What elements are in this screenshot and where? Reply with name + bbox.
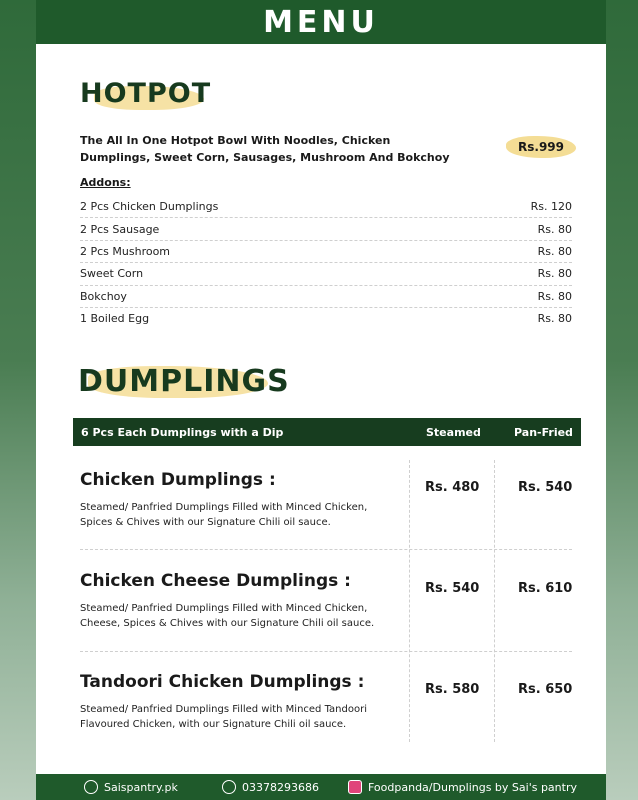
- row-divider: [80, 549, 572, 550]
- hotpot-title: HOTPOT: [80, 78, 212, 109]
- addon-name: Sweet Corn: [80, 267, 144, 281]
- addon-row: [80, 263, 572, 285]
- dumpling-name: Tandoori Chicken Dumplings :: [80, 672, 365, 692]
- addon-row: [80, 218, 572, 240]
- addon-name: 1 Boiled Egg: [80, 312, 150, 326]
- hotpot-price: Rs.999: [506, 136, 576, 158]
- website-text: Saispantry.pk: [104, 780, 178, 794]
- dumpling-item: [80, 470, 580, 540]
- addon-name: 2 Pcs Sausage: [80, 222, 160, 236]
- footer-foodpanda[interactable]: [348, 780, 577, 794]
- dumpling-item: [80, 571, 580, 641]
- footer-website[interactable]: [84, 780, 178, 794]
- footer-bar: [36, 774, 606, 800]
- panfried-column-header: Pan-Fried: [514, 426, 573, 439]
- dumplings-header-bar: [73, 418, 581, 446]
- dumpling-description: Steamed/ Panfried Dumplings Filled with Minced Chicken, Spices & Chives with our Signature Chili oil sauce.: [80, 502, 368, 528]
- panfried-price: Rs. 650: [518, 682, 573, 697]
- panfried-price: Rs. 610: [518, 581, 573, 596]
- dumpling-name: Chicken Dumplings :: [80, 470, 276, 490]
- menu-header: [36, 0, 606, 44]
- panfried-price: Rs. 540: [518, 480, 573, 495]
- addon-price: Rs. 80: [537, 244, 572, 258]
- phone-text: 03378293686: [242, 780, 319, 794]
- addon-name: Bokchoy: [80, 289, 127, 303]
- footer-phone[interactable]: [222, 780, 319, 794]
- phone-icon: [222, 780, 236, 794]
- dumplings-bar-label: 6 Pcs Each Dumplings with a Dip: [81, 426, 284, 439]
- dumpling-name: Chicken Cheese Dumplings :: [80, 571, 351, 591]
- addon-price: Rs. 120: [530, 200, 572, 214]
- addon-list: [80, 196, 572, 329]
- steamed-price: Rs. 480: [425, 480, 480, 495]
- addon-row: [80, 241, 572, 263]
- addon-name: 2 Pcs Mushroom: [80, 244, 171, 258]
- dumpling-item: [80, 672, 580, 742]
- dumpling-description: Steamed/ Panfried Dumplings Filled with Minced Chicken, Cheese, Spices & Chives with our Signature Chili oil sauce.: [80, 603, 375, 629]
- dumpling-description: Steamed/ Panfried Dumplings Filled with Minced Tandoori Flavoured Chicken, with our Signature Chili oil sauce.: [80, 704, 367, 730]
- steamed-price: Rs. 580: [425, 682, 480, 697]
- menu-page: [36, 0, 606, 800]
- row-divider: [80, 651, 572, 652]
- addon-row: [80, 196, 572, 218]
- addon-price: Rs. 80: [537, 289, 572, 303]
- steamed-price: Rs. 540: [425, 581, 480, 596]
- addon-price: Rs. 80: [537, 267, 572, 281]
- addon-row: [80, 286, 572, 308]
- foodpanda-icon: [348, 780, 362, 794]
- menu-title: MENU: [263, 4, 379, 40]
- globe-icon: [84, 780, 98, 794]
- steamed-column-header: Steamed: [426, 426, 481, 439]
- hotpot-description: The All In One Hotpot Bowl With Noodles, Chicken Dumplings, Sweet Corn, Sausages, Mushroom And Bokchoy: [80, 134, 450, 164]
- addon-price: Rs. 80: [537, 312, 572, 326]
- addons-label: Addons:: [80, 176, 131, 189]
- addon-row: [80, 308, 572, 329]
- addon-price: Rs. 80: [537, 222, 572, 236]
- addon-name: 2 Pcs Chicken Dumplings: [80, 200, 219, 214]
- foodpanda-text: Foodpanda/Dumplings by Sai's pantry: [368, 780, 577, 794]
- dumplings-title: DUMPLINGS: [78, 364, 290, 399]
